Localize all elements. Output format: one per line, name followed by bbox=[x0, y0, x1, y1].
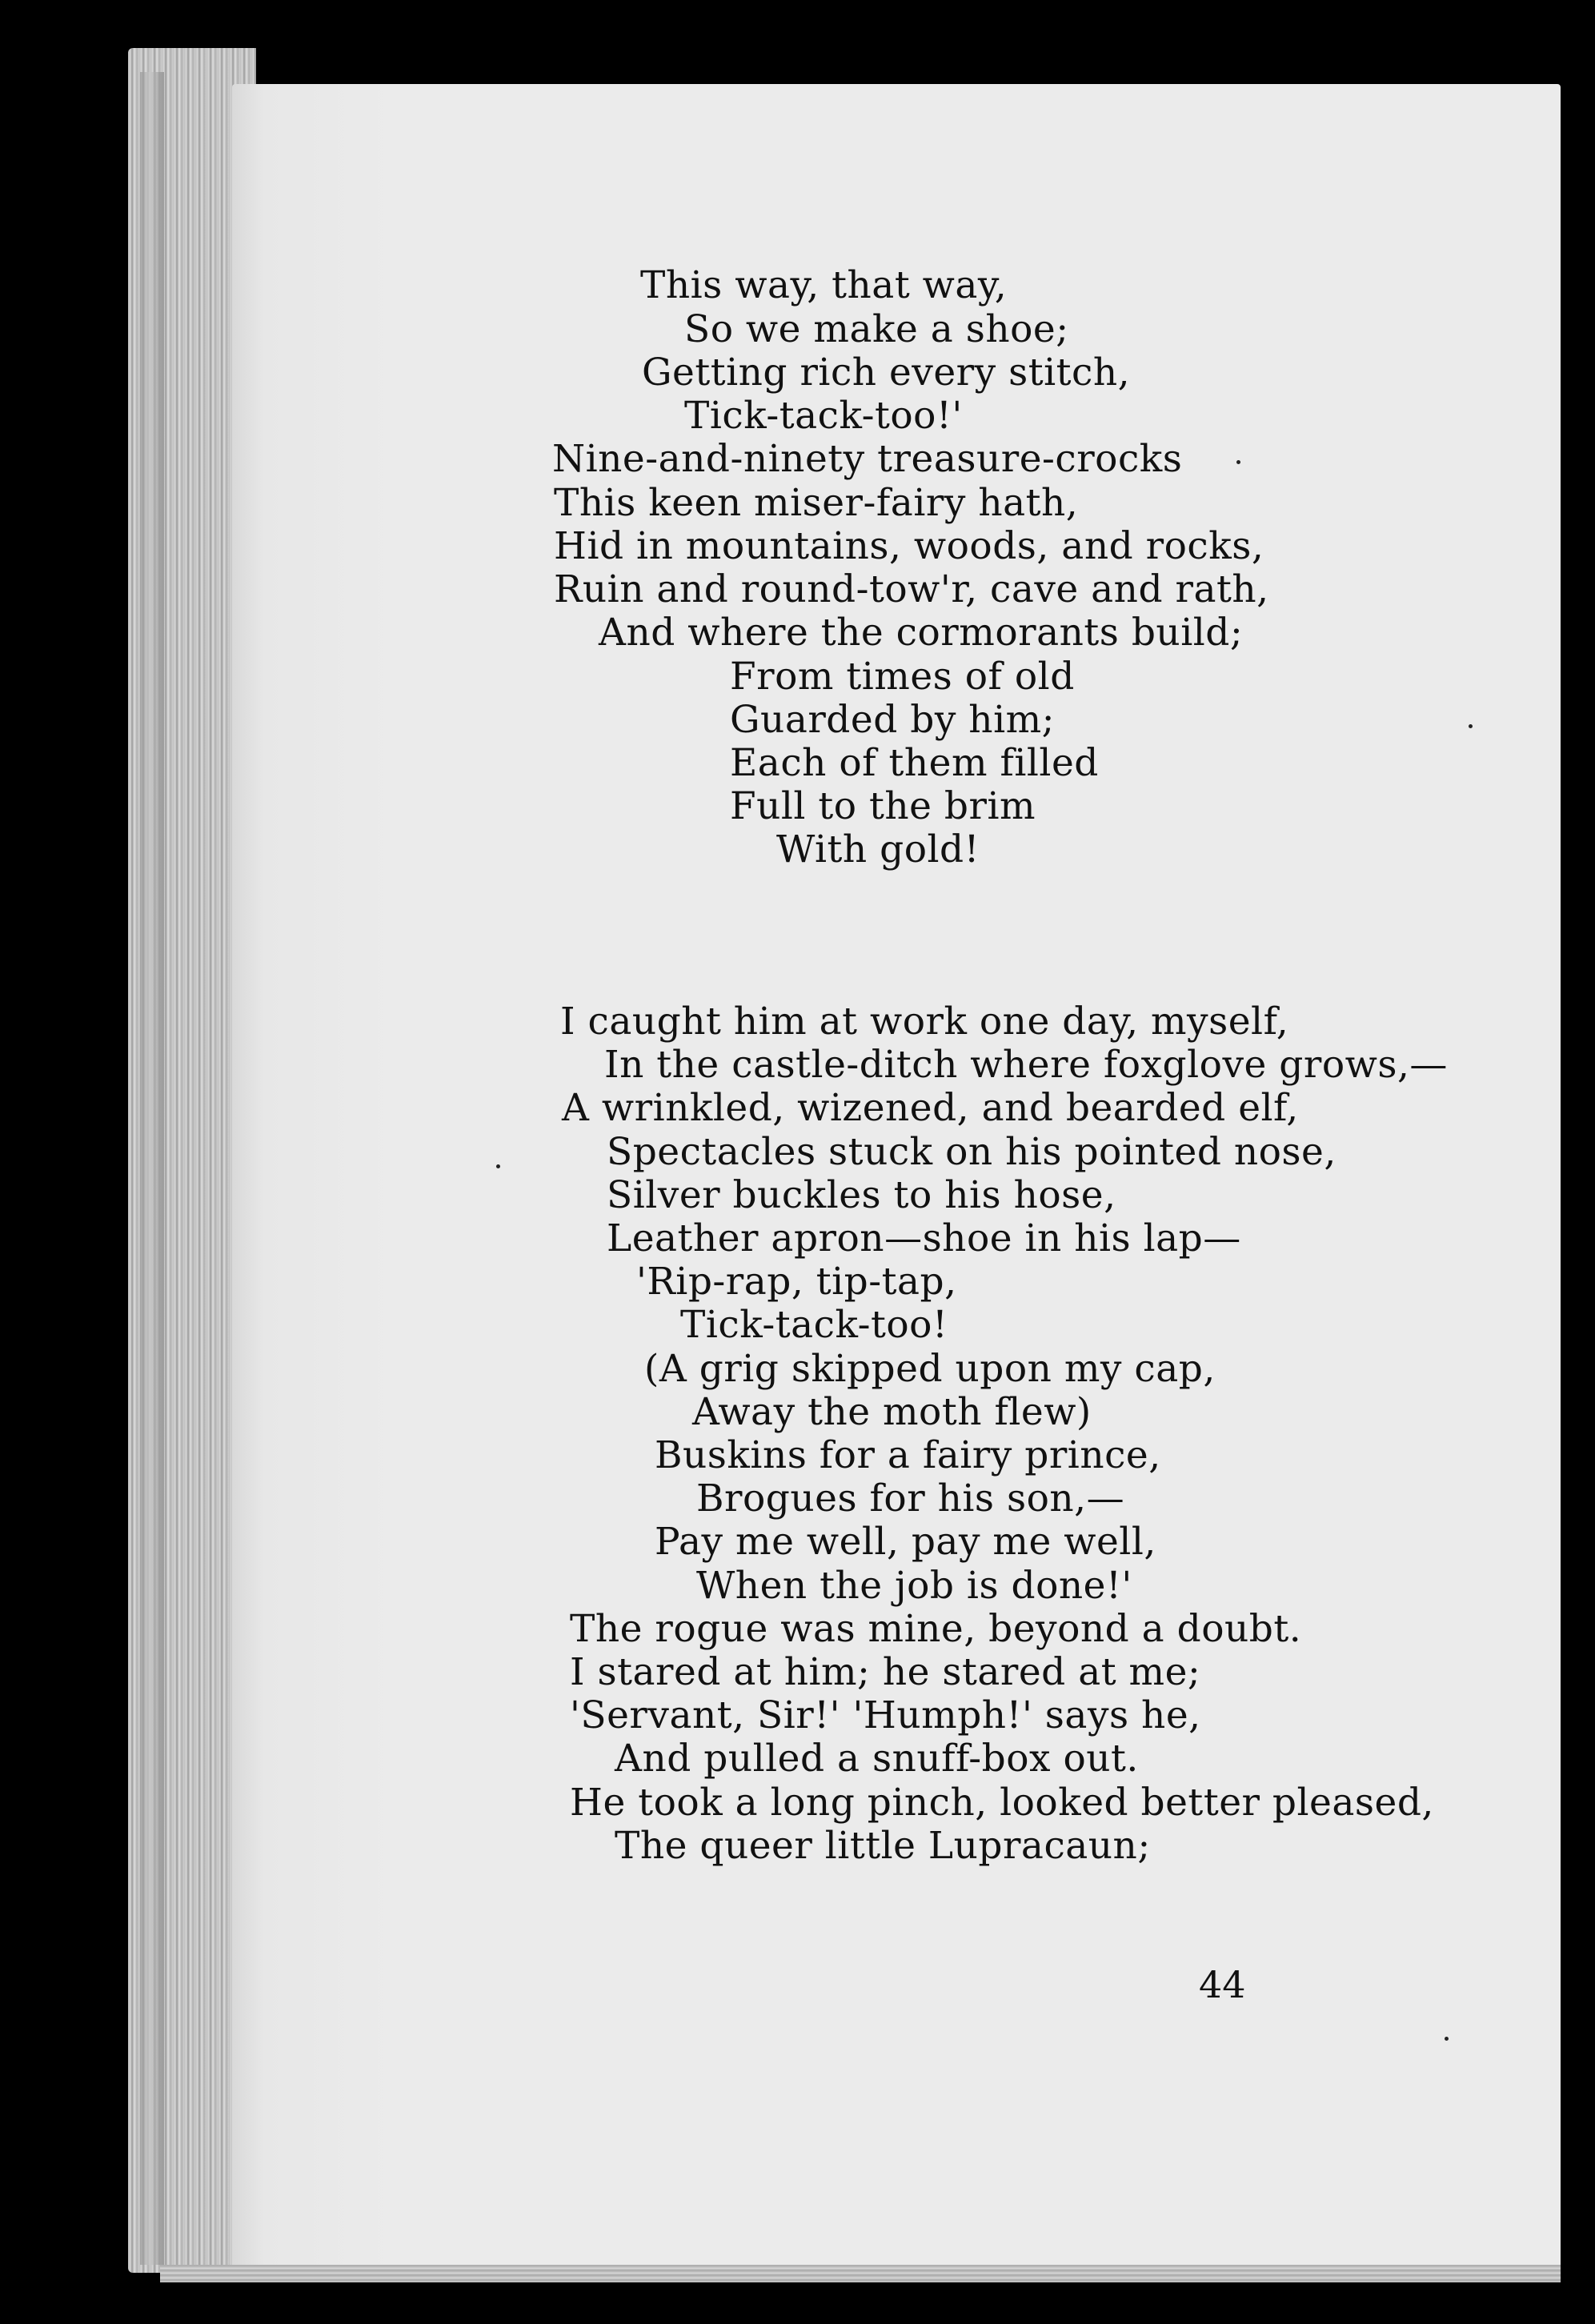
poem-line: And where the cormorants build; bbox=[599, 611, 1244, 655]
poem-line: Ruin and round-tow'r, cave and rath, bbox=[554, 567, 1269, 611]
poem-line: When the job is done!' bbox=[696, 1564, 1132, 1608]
poem-line: 'Rip-rap, tip-tap, bbox=[636, 1260, 957, 1304]
page-number: 44 bbox=[1199, 1963, 1246, 2006]
poem-line: A wrinkled, wizened, and bearded elf, bbox=[562, 1086, 1299, 1130]
paper-speck bbox=[1469, 724, 1473, 728]
poem-line: The queer little Lupracaun; bbox=[615, 1824, 1151, 1868]
poem-line: Each of them filled bbox=[730, 741, 1099, 785]
paper-speck bbox=[1445, 2037, 1449, 2041]
poem-line: And pulled a snuff-box out. bbox=[615, 1737, 1139, 1781]
poem-line: Leather apron—shoe in his lap— bbox=[607, 1216, 1241, 1260]
poem-line: He took a long pinch, looked better pleased, bbox=[570, 1781, 1434, 1825]
poem-line: Brogues for his son,— bbox=[696, 1477, 1125, 1521]
poem-line: I caught him at work one day, myself, bbox=[560, 1000, 1289, 1044]
poem-line: I stared at him; he stared at me; bbox=[570, 1650, 1201, 1694]
poem-line: Silver buckles to his hose, bbox=[607, 1173, 1116, 1217]
book-page bbox=[232, 84, 1561, 2281]
poem-line: Getting rich every stitch, bbox=[642, 351, 1131, 395]
poem-line: Pay me well, pay me well, bbox=[655, 1520, 1156, 1564]
poem-line: So we make a shoe; bbox=[684, 307, 1069, 351]
poem-line: This keen miser-fairy hath, bbox=[554, 481, 1079, 525]
poem-line: (A grig skipped upon my cap, bbox=[644, 1347, 1216, 1391]
paper-speck bbox=[496, 1164, 500, 1168]
poem-line: In the castle-ditch where foxglove grows,— bbox=[604, 1043, 1448, 1087]
poem-line: Tick-tack-too! bbox=[680, 1303, 948, 1347]
poem-line: Spectacles stuck on his pointed nose, bbox=[607, 1130, 1337, 1174]
page-edges-shadow bbox=[140, 72, 164, 2265]
poem-line: 'Servant, Sir!' 'Humph!' says he, bbox=[570, 1693, 1201, 1737]
poem-line: Hid in mountains, woods, and rocks, bbox=[554, 524, 1264, 568]
poem-line: From times of old bbox=[730, 655, 1075, 699]
poem-line: Nine-and-ninety treasure-crocks bbox=[552, 437, 1183, 481]
poem-line: The rogue was mine, beyond a doubt. bbox=[570, 1607, 1302, 1651]
poem-line: With gold! bbox=[776, 827, 980, 872]
paper-speck bbox=[1236, 460, 1240, 464]
poem-line: Guarded by him; bbox=[730, 698, 1056, 742]
page-bottom-edge bbox=[160, 2265, 1561, 2282]
poem-line: This way, that way, bbox=[640, 263, 1008, 307]
poem-line: Full to the brim bbox=[730, 784, 1036, 828]
poem-line: Away the moth flew) bbox=[692, 1390, 1092, 1434]
poem-line: Buskins for a fairy prince, bbox=[655, 1433, 1161, 1477]
poem-line: Tick-tack-too!' bbox=[684, 394, 963, 438]
